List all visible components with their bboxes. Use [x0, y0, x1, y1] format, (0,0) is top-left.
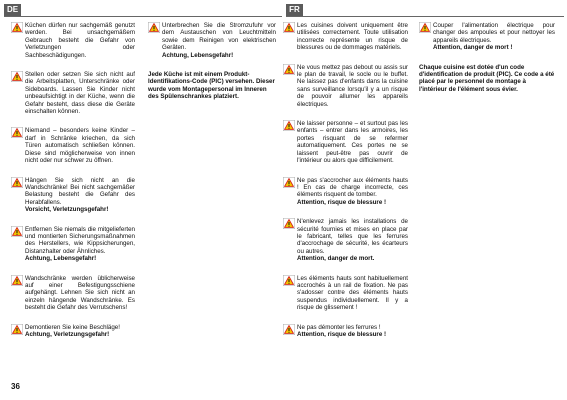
warning-icon: [283, 22, 295, 33]
warning-icon: [11, 275, 23, 286]
fr-column-1: [283, 22, 408, 342]
warning-item: [283, 64, 408, 108]
warning-text: Küchen dürfen nur sachgemäß genutzt werden. Bei unsachgemäßem Gebrauch besteht die Gefahr von Verletzungen oder Sachbeschädigungen.: [25, 22, 135, 59]
warning-text: Niemand – besonders keine Kinder – darf in Schränke kriechen, da sich Türen automatisch schließen können. Diese sind möglicherweise von innen nicht oder nur schwer zu öffnen.: [25, 127, 135, 165]
warning-item: [11, 275, 135, 312]
warning-item: [283, 120, 408, 164]
warning-icon: [283, 64, 295, 75]
warning-text: Wandschränke werden üblicherweise auf einer Befestigungsschiene aufgehängt. Lehnen Sie sich nicht an einzeln hängende Wandschränke. Es besteht die Gefahr des Verrutschens!: [25, 274, 135, 312]
warning-text: Couper l'alimentation électrique pour changer des ampoules et pour nettoyer les appareils électriques.: [433, 22, 555, 44]
warning-text: Ne vous mettez pas debout ou assis sur le plan de travail, le socle ou le buffet. Ne laissez pas d'enfants dans la cuisine sans surveillance lorsqu'il y a un risque de pouvoir allumer les appareils électriques.: [297, 63, 408, 108]
warning-item: [419, 22, 555, 52]
warning-text: Entfernen Sie niemals die mitgelieferten und montierten Sicherungsmaßnahmen des Herstellers, wie Kippsicherungen, Distanzhalter oder Ähnliches.: [25, 225, 135, 255]
warning-text: N'enlevez jamais les installations de sécurité fournies et mises en place par le fabricant, telles que les ferrures d'accrochage de sécurité, les écarteurs ou autres.: [297, 218, 408, 255]
warning-icon: [283, 218, 295, 229]
warning-item: [11, 324, 135, 339]
page-number: 36: [11, 382, 20, 391]
pic-note-de: Jede Küche ist mit einem Produkt-Identifikations-Code (PIC) versehen. Dieser wurde vom Montagepersonal im Inneren des Spülenschrankes platziert.: [148, 71, 275, 101]
warning-text: Stellen oder setzen Sie sich nicht auf die Arbeitsplatten, Unterschränke oder Sideboards. Lassen Sie Kinder nicht unbeaufsichtigt in der Küche, wenn die Gefahr besteht, dass diese die Geräte einschalten können.: [25, 71, 135, 116]
warning-icon: [419, 22, 431, 33]
warning-icon: [283, 275, 295, 286]
pic-note-fr: Chaque cuisine est dotée d'un code d'identification de produit (PIC). Ce code a été placé par le personnel de montage à l'intérieur de l'élément sous évier.: [419, 63, 555, 93]
warning-icon: [283, 324, 295, 335]
warning-item: [283, 324, 408, 339]
warning-text: Hängen Sie sich nicht an die Wandschränke! Bei nicht sachgemäßer Belastung besteht die Gefahr des Herabfallens.: [25, 176, 135, 206]
warning-text: Les cuisines doivent uniquement être utilisées correctement. Toute utilisation incorrecte représente un risque de blessures ou de dommages matériels.: [297, 22, 408, 52]
warning-emphasis: Attention, danger de mort !: [433, 44, 513, 52]
warning-emphasis: Achtung, Lebensgefahr!: [162, 51, 234, 59]
de-column-1: [11, 22, 135, 342]
fr-column-2: [419, 22, 555, 93]
warning-icon: [11, 22, 23, 33]
warning-text: Unterbrechen Sie die Stromzufuhr vor dem Austauschen von Leuchtmitteln sowie dem Reinigen von elektrischen Geräten.: [162, 22, 276, 52]
warning-item: [283, 275, 408, 312]
warning-icon: [11, 71, 23, 82]
warning-item: [11, 177, 135, 214]
warning-icon: [11, 127, 23, 138]
warning-emphasis: Achtung, Lebensgefahr!: [25, 255, 97, 263]
warning-item: [11, 22, 135, 59]
warning-icon: [283, 120, 295, 131]
lang-tag-de: DE: [4, 4, 21, 16]
warning-text: Les éléments hauts sont habituellement accrochés à un rail de fixation. Ne pas s'adosser contre des éléments hauts suspendus individuellement. Il y a risque de glissement !: [297, 274, 408, 312]
warning-emphasis: Attention, risque de blessure !: [297, 198, 387, 206]
warning-text: Demontieren Sie keine Beschläge!: [25, 323, 120, 331]
warning-item: [11, 226, 135, 263]
warning-item: [11, 71, 135, 115]
warning-text: Ne laisser personne – et surtout pas les enfants – entrer dans les armoires, les portes risquant de se refermer automatiquement. Ces portes ne se laissent peut-être pas ouvrir de l'intérieur ou alors que difficilement.: [297, 120, 408, 165]
warning-icon: [148, 22, 160, 33]
warning-emphasis: Vorsicht, Verletzungsgefahr!: [25, 206, 109, 214]
warning-text: Ne pas s'accrocher aux éléments hauts ! En cas de charge incorrecte, ces éléments risquent de tomber.: [297, 176, 408, 199]
warning-icon: [11, 226, 23, 237]
warning-item: [148, 22, 276, 59]
warning-icon: [283, 177, 295, 188]
warning-text: Ne pas démonter les ferrures !: [297, 323, 381, 331]
warning-icon: [11, 177, 23, 188]
warning-item: [283, 218, 408, 262]
header-rule-fr: [286, 16, 564, 17]
de-column-2: [148, 22, 276, 101]
lang-tag-fr: FR: [286, 4, 303, 16]
warning-emphasis: Achtung, Verletzungsgefahr!: [25, 331, 110, 338]
warning-emphasis: Attention, danger de mort.: [297, 255, 375, 263]
warning-item: [283, 22, 408, 52]
warning-item: [283, 177, 408, 207]
header-rule-de: [4, 16, 282, 17]
warning-icon: [11, 324, 23, 335]
warning-emphasis: Attention, risque de blessure !: [297, 331, 387, 338]
warning-item: [11, 127, 135, 164]
